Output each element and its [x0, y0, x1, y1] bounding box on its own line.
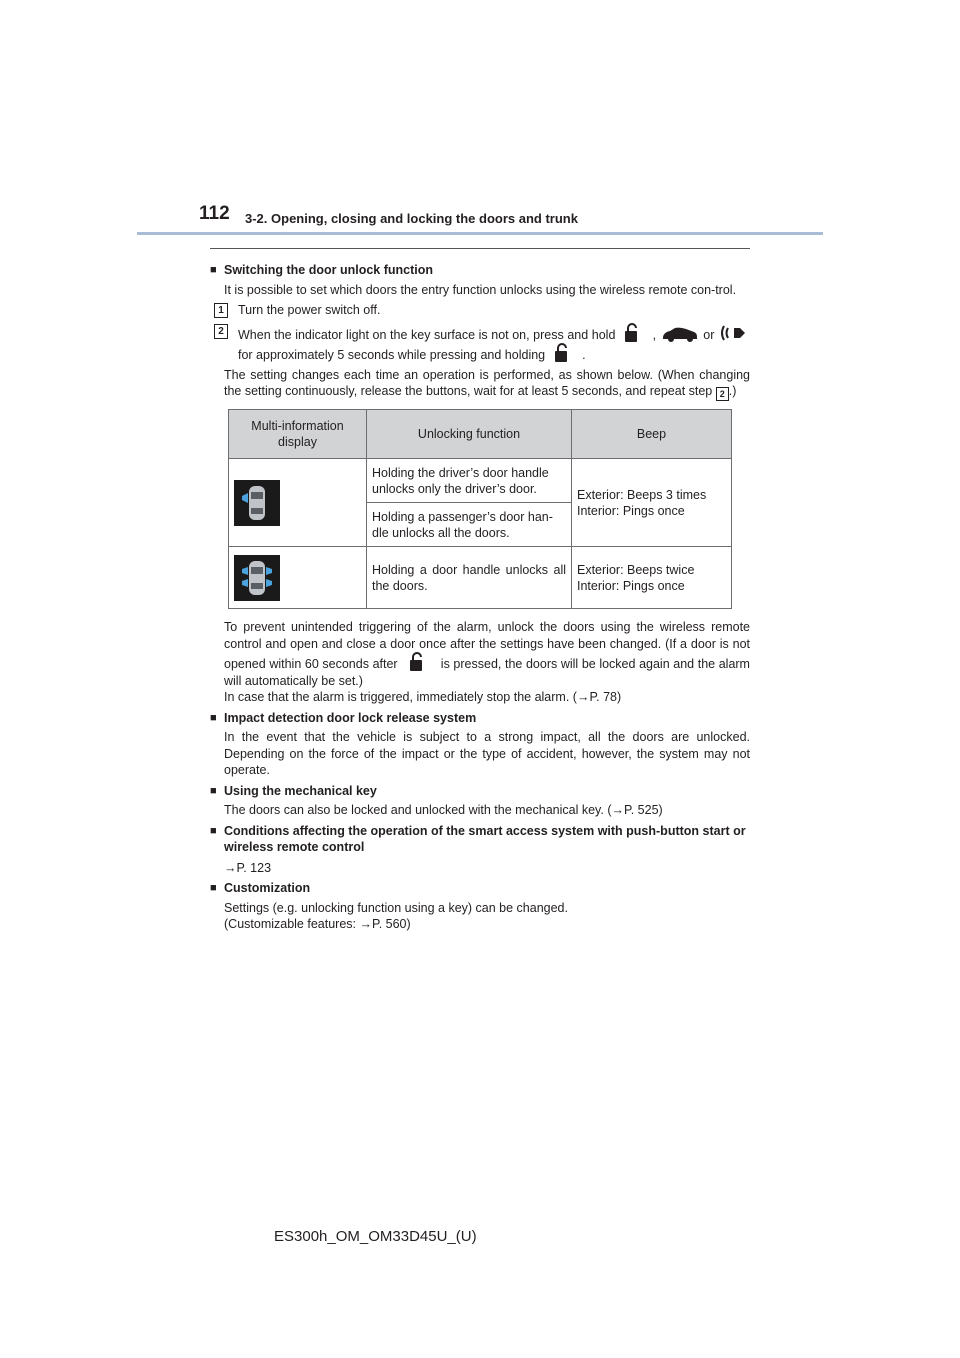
heading-customization: ■ Customization [210, 881, 311, 895]
bullet-icon: ■ [210, 264, 217, 276]
arrow-icon: → [359, 917, 372, 931]
table-cell: Holding a passenger’s door han-dle unlocks all the doors. [367, 503, 572, 547]
table-header-row [229, 410, 732, 459]
car-driver-door-display-icon [234, 480, 280, 526]
bullet-icon: ■ [210, 882, 217, 894]
padlock-open-icon [401, 652, 437, 672]
padlock-open-icon [619, 323, 649, 343]
table-row [229, 459, 732, 503]
heading-switching-unlock: ■ Switching the door unlock function [210, 263, 434, 277]
step-number: 1 [214, 303, 228, 318]
car-trunk-icon [660, 325, 700, 343]
arrow-icon: → [576, 690, 590, 704]
alarm-note: In case that the alarm is triggered, immediately stop the alarm. (→P. 78) [224, 690, 622, 704]
column-header: Beep [572, 410, 732, 459]
car-all-doors-display-icon [234, 555, 280, 601]
mechanical-key-paragraph: The doors can also be locked and unlocked with the mechanical key. (→P. 525) [224, 803, 663, 817]
column-header: Multi-information display [229, 410, 367, 459]
heading-conditions: ■ Conditions affecting the operation of the smart access system with push-button start or wireless remote control [210, 823, 746, 854]
header-rule [137, 232, 823, 235]
step-number: 2 [214, 324, 228, 339]
page-reference-link[interactable]: P. 560) [371, 917, 411, 931]
bullet-icon: ■ [210, 824, 217, 837]
table-cell: Holding the driver’s door handle unlocks only the driver’s door. [367, 459, 572, 503]
table-cell [229, 547, 367, 609]
bullet-icon: ■ [210, 784, 217, 797]
table-cell: Exterior: Beeps 3 times Interior: Pings once [572, 459, 732, 547]
footer-doc-code: ES300h_OM_OM33D45U_(U) [274, 1228, 477, 1245]
table-cell: Exterior: Beeps twice Interior: Pings once [572, 547, 732, 609]
heading-impact-detection: ■ Impact detection door lock release system [210, 710, 477, 725]
page-number: 112 [199, 203, 230, 224]
padlock-open-icon [549, 343, 579, 363]
table-cell [229, 459, 367, 547]
step-number: 2 [716, 387, 729, 401]
customization-paragraph: Settings (e.g. unlocking function using a key) can be changed. (Customizable features: →P. 560) [224, 900, 568, 931]
note-paragraph: The setting changes each time an operation is performed, as shown below. (When changing the setting continuously, release the buttons, wait for at least 5 seconds, and repeat step 2 .) [224, 367, 750, 399]
step-2: 2 When the indicator light on the key surface is not on, press and hold , or for approximately 5 seconds while pressing and holding . [214, 323, 750, 364]
page-reference-link[interactable]: P. 525) [624, 803, 663, 817]
table-cell: Holding a door handle unlocks all the doors. [367, 547, 572, 609]
arrow-icon: → [611, 803, 624, 817]
step-1: 1 Turn the power switch off. [214, 302, 750, 319]
after-table-paragraph: To prevent unintended triggering of the alarm, unlock the doors using the wireless remote control and open and close a door once after the settings have been changed. (If a door is not opened within 60 seconds after is pressed, the doors will be locked again and the alarm will automatically be set.) [224, 620, 750, 688]
panic-alarm-icon [718, 323, 750, 343]
heading-mechanical-key: ■ Using the mechanical key [210, 783, 377, 798]
conditions-reference [224, 860, 750, 877]
top-rule [210, 248, 750, 249]
column-header: Unlocking function [367, 410, 572, 459]
page-reference-link[interactable]: P. 123 [236, 860, 272, 875]
table-row [229, 547, 732, 609]
section-title: 3-2. Opening, closing and locking the doors and trunk [245, 211, 578, 226]
page-content [210, 258, 750, 933]
unlock-settings-table [228, 409, 732, 609]
page-reference-link[interactable]: P. 78) [589, 690, 622, 704]
intro-paragraph: It is possible to set which doors the entry function unlocks using the wireless remote con-trol. [224, 282, 737, 297]
impact-paragraph: In the event that the vehicle is subject to a strong impact, all the doors are unlocked. Depending on the force of the impact or the type of accident, however, the system may not operate. [224, 730, 750, 777]
bullet-icon: ■ [210, 711, 217, 724]
arrow-icon: → [224, 860, 237, 875]
